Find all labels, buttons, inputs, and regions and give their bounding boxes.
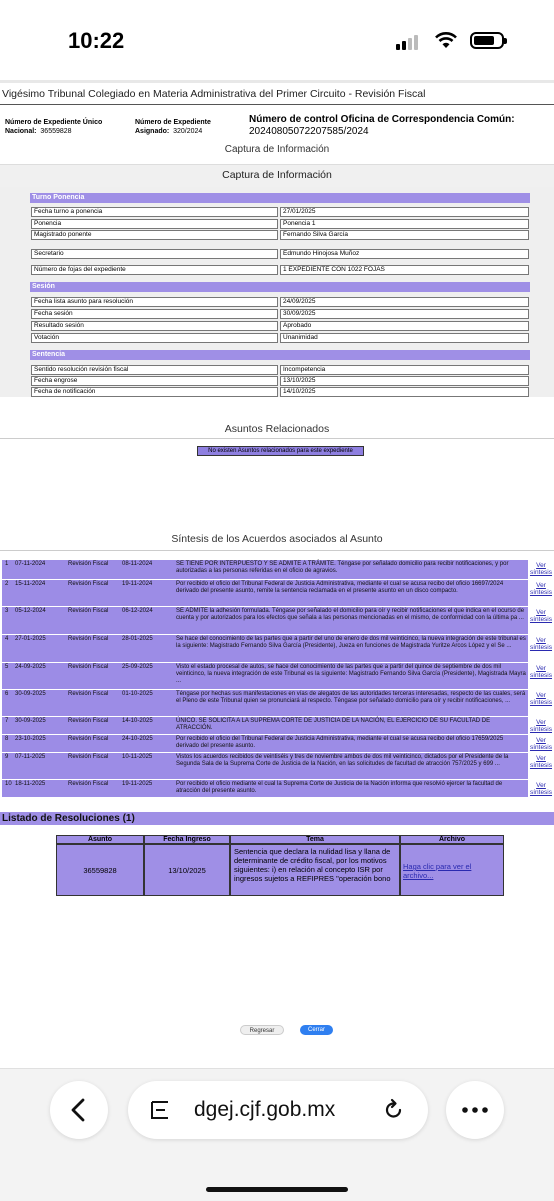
captura-heading: Captura de Información [224,144,330,155]
info-panel [0,187,554,397]
cerrar-button[interactable]: Cerrar [300,1025,333,1035]
captura-subheading: Captura de Información [0,164,554,188]
archivo-link[interactable]: Haga clic para ver el archivo... [403,862,472,880]
browser-toolbar [0,1068,554,1201]
table-row: 6 30-09-2025 Revisión Fiscal 01-10-2025 Téngase por hechas sus manifestaciones en vías de alegatos de las autoridades terceras interesadas, respecto de las cuales, será el Pleno de este Tribunal quien se pronunciará al respecto. Téngase por señalado domicilio para oír y recibir notificaciones, ... Ver síntesis [2,690,554,717]
no-asuntos-message: No existen Asuntos relacionados para este expediente [197,446,364,456]
clock: 10:22 [68,28,125,53]
section-turno: Turno Ponencia [30,193,530,203]
home-indicator [206,1187,348,1192]
table-row: 2 15-11-2024 Revisión Fiscal 19-11-2024 Por recibido el oficio del Tribunal Federal de Justicia Administrativa, mediante el cual se acusa recibo del oficio 16697/2024 derivado del presente asunto, remite la sentencia reclamada en el presente asunto en un disco compacto. Ver síntesis [2,580,554,607]
info-row: Número de fojas del expediente 1 EXPEDIENTE CON 1022 FOJAS [31,265,529,275]
reload-icon[interactable] [382,1098,406,1122]
signal-icon [396,32,424,50]
ver-sintesis-link[interactable]: Ver síntesis [528,580,554,607]
ver-sintesis-link[interactable]: Ver síntesis [529,737,553,751]
regresar-button[interactable]: Regresar [240,1025,284,1035]
web-page [0,78,554,1068]
page-settings-icon [148,1099,172,1121]
info-row: Sentido resolución revisión fiscal Incompetencia [31,365,529,375]
expediente-asignado: Número de Expediente Asignado: 320/2024 [135,119,211,135]
ver-sintesis-link[interactable]: Ver síntesis [528,690,554,717]
info-row: Fecha sesión 30/09/2025 [31,309,529,319]
info-row: Resultado sesión Aprobado [31,321,529,331]
column-header: Asunto [56,835,144,844]
back-button[interactable] [50,1081,108,1139]
url-text: dgej.cjf.gob.mx [194,1098,336,1121]
more-options-button[interactable] [446,1081,504,1139]
expediente-unico: Número de Expediente Único Nacional: 36559828 [5,119,103,135]
table-row: 7 30-09-2025 Revisión Fiscal 14-10-2025 ÚNICO. SE SOLICITA A LA SUPREMA CORTE DE JUSTICIA DE LA NACIÓN, EL EJERCICIO DE SU FACULTAD DE ATRACCIÓN. Ver síntesis [2,717,554,735]
section-sentencia: Sentencia [30,350,530,360]
info-row: Fecha lista asunto para resolución 24/09/2025 [31,297,529,307]
asuntos-title: Asuntos Relacionados [224,423,330,435]
ver-sintesis-link[interactable]: Ver síntesis [528,635,554,663]
table-row: 8 23-10-2025 Revisión Fiscal 24-10-2025 Por recibido el oficio del Tribunal Federal de Justicia Administrativa, mediante el cual se acusa recibo del oficio 17659/2025 derivado del presente asunto. Ver síntesis [2,735,554,753]
resolucion-fecha: 13/10/2025 [144,844,230,896]
info-row: Fecha engrose 13/10/2025 [31,376,529,386]
column-header: Archivo [400,835,504,844]
table-row: 4 27-01-2025 Revisión Fiscal 28-01-2025 Se hace del conocimiento de las partes que a partir del uno de enero de dos mil veinticinco, la nueva integración de este tribunal es la siguiente: Magistrado Fernando Silva García (Presidente), Jueza en funciones de Magistrada Yuritze Arcos López y el Se ... Ver síntesis [2,635,554,663]
numero-control: Número de control Oficina de Correspondencia Común: 20240805072207585/2024 [249,114,515,137]
info-row: Magistrado ponente Fernando Silva García [31,230,529,240]
column-header: Tema [230,835,400,844]
ellipsis-icon [446,1081,504,1139]
resolucion-archivo-cell [400,844,504,896]
ver-sintesis-link[interactable]: Ver síntesis [528,607,554,635]
wifi-icon [434,30,458,50]
sintesis-title: Síntesis de los Acuerdos asociados al Asunto [171,533,383,545]
table-row: 3 05-12-2024 Revisión Fiscal 06-12-2024 SE ADMITE la adhesión formulada. Téngase por señalado el domicilio para oír y recibir notificaciones el que indica en el ocurso de cuenta y por autorizados para los efectos que señala a las personas mencionadas en el mismo, de conformidad con la última pa ... Ver síntesis [2,607,554,635]
acuerdos-table[interactable] [2,561,554,796]
ver-sintesis-link[interactable]: Ver síntesis [528,560,554,580]
table-row: 5 24-09-2025 Revisión Fiscal 25-09-2025 Visto el estado procesal de autos, se hace del conocimiento de las partes que a partir del quince de septiembre de dos mil veinticinco, la nueva integración de este Tribunal es la siguiente: Magistrado Fernando Silva García (Presidente), Magistrada Mayra ... Ver síntesis [2,663,554,690]
info-row: Votación Unanimidad [31,333,529,343]
info-row: Ponencia Ponencia 1 [31,219,529,229]
battery-icon [470,32,504,49]
ver-sintesis-link[interactable]: Ver síntesis [529,782,553,796]
court-title: Vigésimo Tribunal Colegiado en Materia Administrativa del Primer Circuito - Revisión Fiscal [2,88,426,100]
info-row: Fecha de notificación 14/10/2025 [31,387,529,397]
ver-sintesis-link[interactable]: Ver síntesis [528,663,554,690]
url-bar[interactable] [128,1081,428,1139]
table-row: 10 18-11-2025 Revisión Fiscal 19-11-2025 Por recibido el oficio mediante el cual la Suprema Corte de Justicia de la Nación informa que resolvió ejercer la facultad de atracción del presente asunto. Ver síntesis [2,780,554,798]
resolucion-tema: Sentencia que declara la nulidad lisa y llana de determinante de crédito fiscal, por los motivos siguientes: i) en relación al concepto ISR por ingresos sujetos a REFIPRES "operación bono [230,844,400,896]
ver-sintesis-link[interactable]: Ver síntesis [529,719,553,733]
chevron-left-icon [50,1081,108,1139]
section-sesion: Sesión [30,282,530,292]
status-bar [0,0,554,78]
info-row: Fecha turno a ponencia 27/01/2025 [31,207,529,217]
ver-sintesis-link[interactable]: Ver síntesis [528,753,554,780]
table-row: 9 07-11-2025 Revisión Fiscal 10-11-2025 Vistos los acuerdos recibidos de veintiséis y tres de noviembre ambos de dos mil veinticinco, dictados por el Presidente de la Segunda Sala de la Suprema Corte de Justicia de la Nación, en las solicitudes de facultad de atracción 757/2025 y 699 ... Ver síntesis [2,753,554,780]
info-row: Secretario Edmundo Hinojosa Muñoz [31,249,529,259]
resolucion-asunto: 36559828 [56,844,144,896]
resoluciones-title: Listado de Resoluciones (1) [0,812,554,825]
table-row: 1 07-11-2024 Revisión Fiscal 08-11-2024 SE TIENE POR INTERPUESTO Y SE ADMITE A TRÁMITE. Téngase por señalado domicilio para recibir notificaciones, y por autorizadas a las personas referidas en el oficio de agravios. Ver síntesis [2,560,554,580]
column-header: Fecha Ingreso [144,835,230,844]
